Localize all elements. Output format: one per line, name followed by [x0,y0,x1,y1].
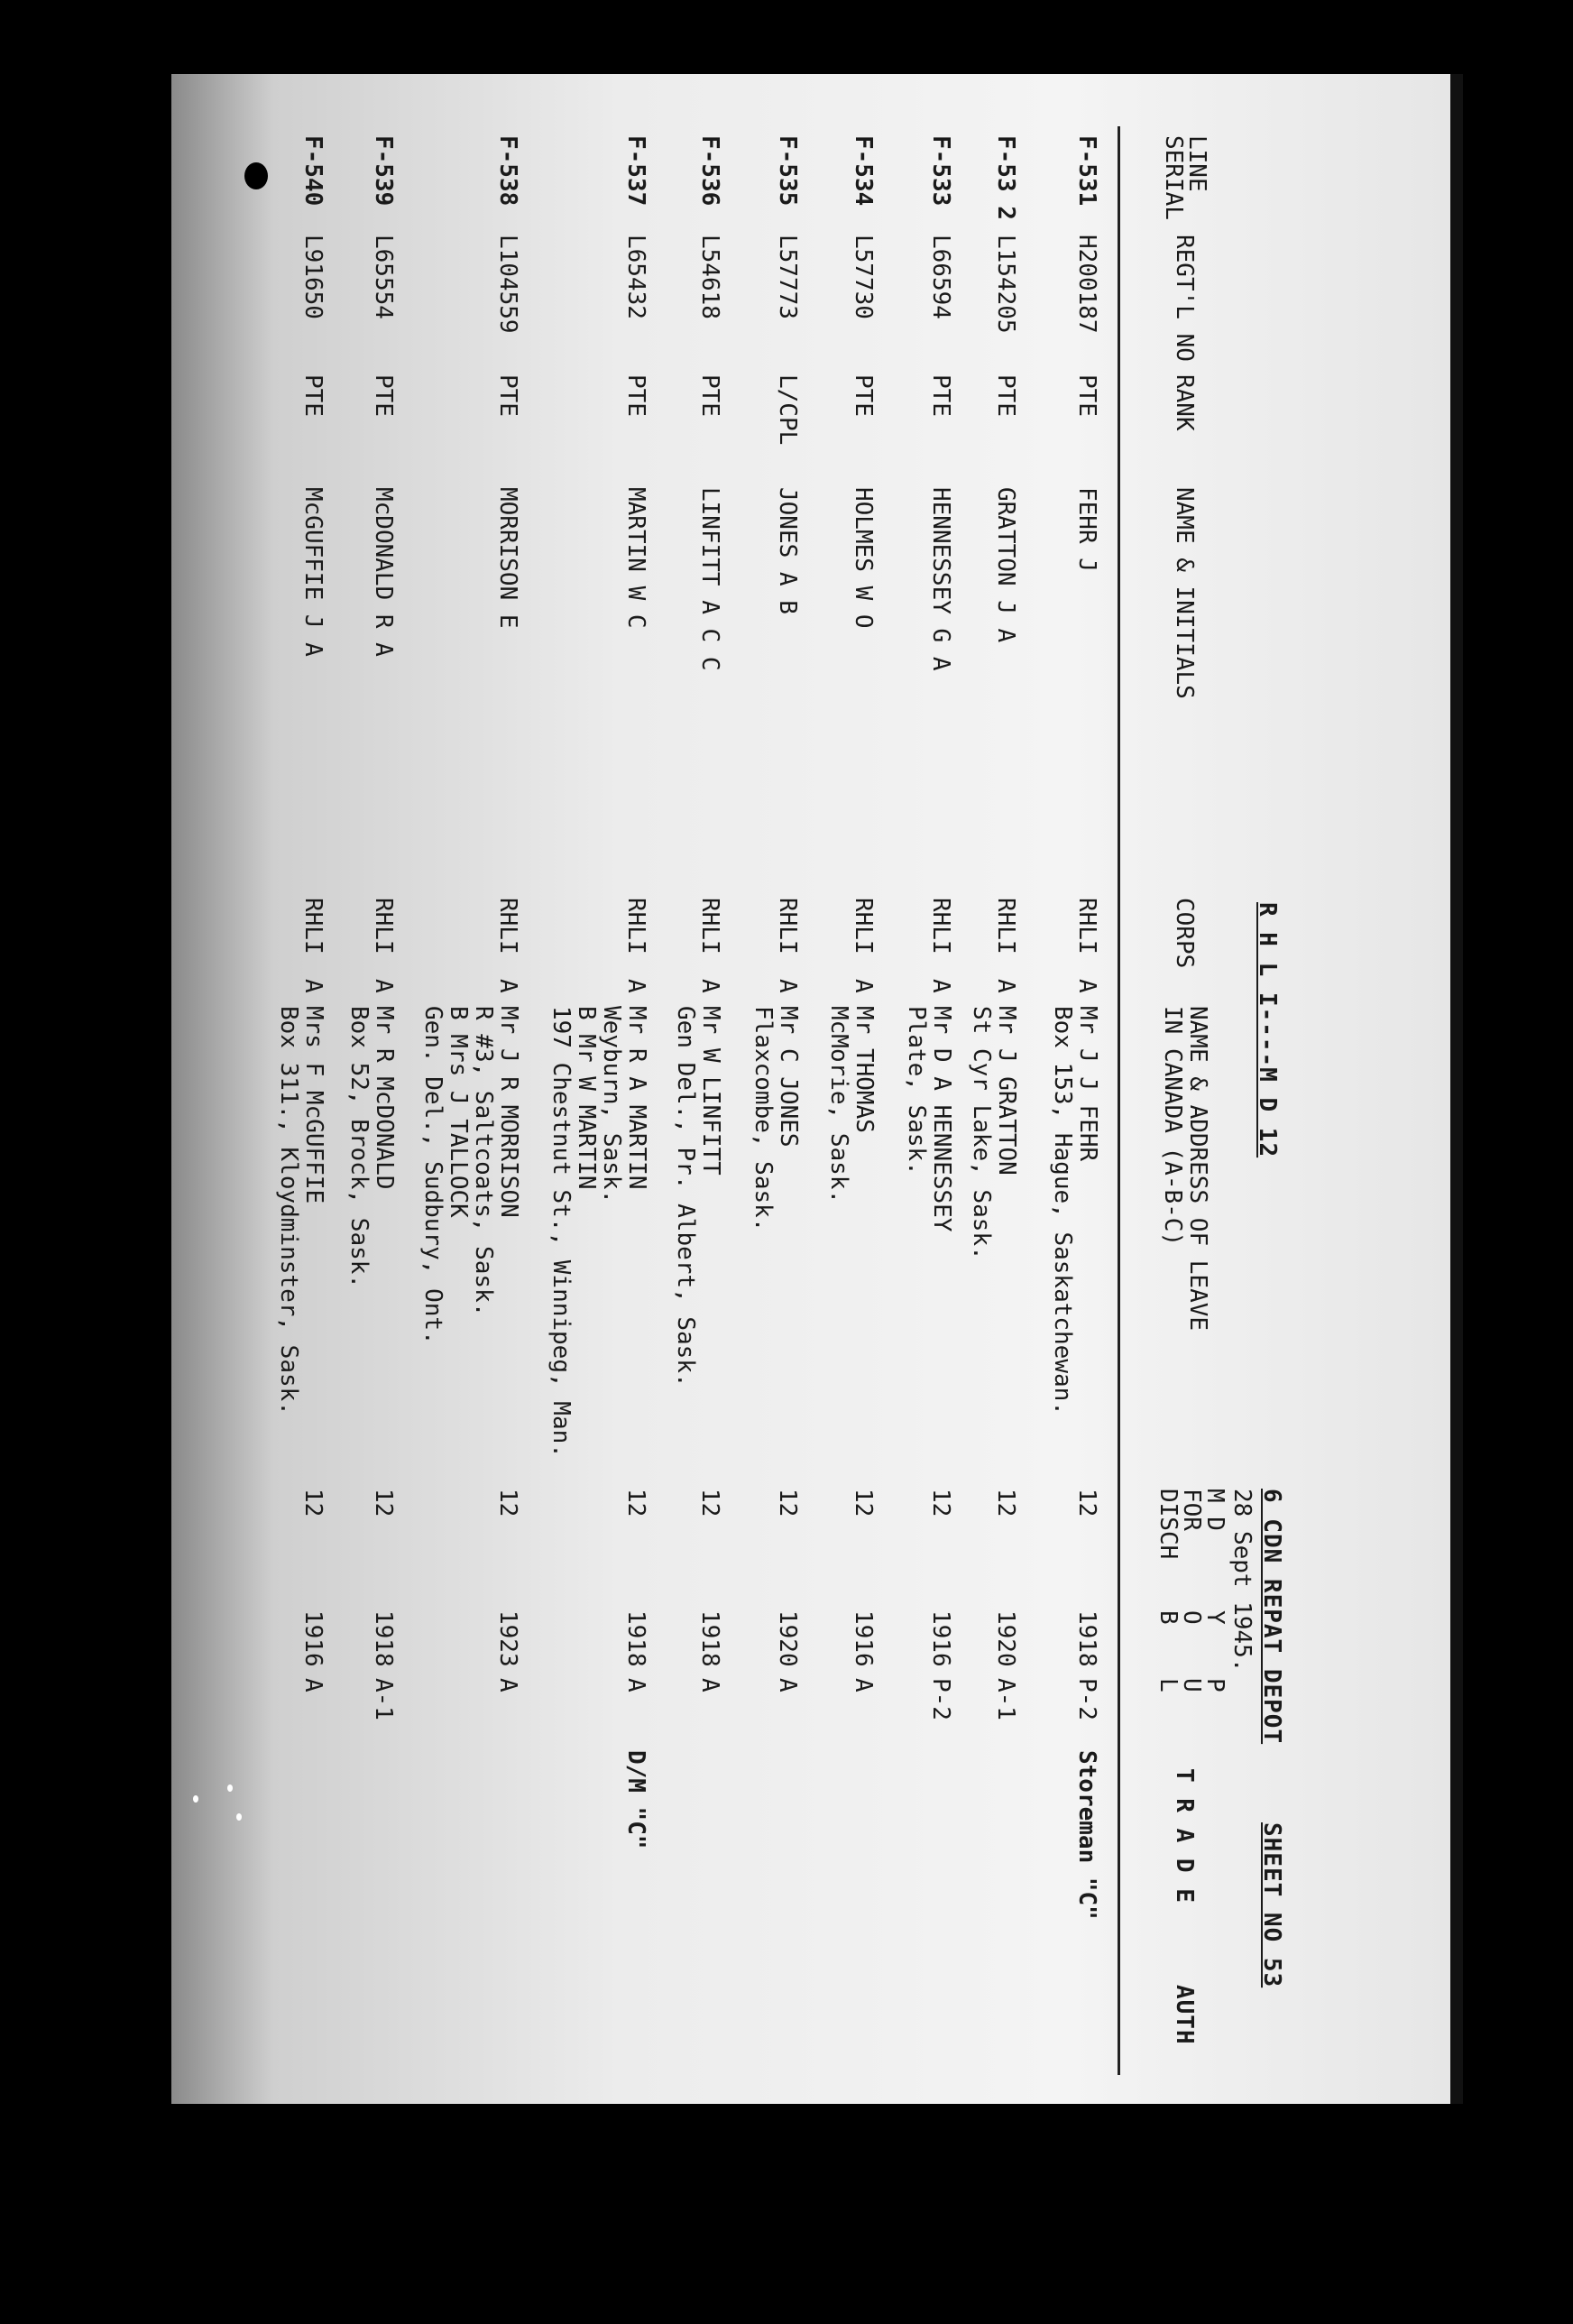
rank-cell: PTE [992,374,1019,417]
rank-cell: L/CPL [774,374,801,446]
name-initials-cell: McDONALD R A [370,487,397,657]
address-line: Mr J J FEHR [1074,1006,1101,1162]
address-line: Weyburn, Sask. [598,1006,625,1204]
name-initials-cell: HOLMES W O [850,487,877,629]
leave-address-cell [1050,1006,1100,1475]
address-line: Mr C JONES [775,1006,802,1148]
leave-category-cell: A [992,979,1019,993]
address-line: Flaxcombe, Sask. [750,1006,777,1232]
leave-address-cell [904,1006,954,1475]
name-initials-cell: McGUFFIE J A [299,487,327,657]
pulhems-cell: A [494,1678,521,1692]
col-line-label: LINE [1183,135,1210,192]
address-line: Plate, Sask. [903,1006,930,1176]
leave-address-cell [346,1006,397,1475]
col-md-line1: M D [1201,1489,1228,1531]
address-line: Box 153, Hague, Saskatchewan. [1049,1006,1076,1416]
md-number-cell: 12 [696,1489,723,1517]
leave-category-cell: A [299,979,327,993]
name-initials-cell: FEHR J [1073,487,1100,572]
line-serial-cell: F-538 [494,135,521,207]
address-line: Gen Del., Pr. Albert, Sask. [672,1006,699,1388]
sheet-number: SHEET NO 53 [1258,1822,1285,1988]
rank-cell: PTE [494,374,521,417]
line-serial-cell: F-531 [1073,135,1100,207]
col-auth: AUTH [1171,1985,1198,2045]
leave-category-cell: A [774,979,801,993]
col-trade: T R A D E [1171,1768,1198,1904]
md-number-cell: 12 [992,1489,1019,1517]
depot-heading: 6 CDN REPAT DEPOT [1258,1489,1285,1745]
leave-category-cell: A [927,979,954,993]
year-of-birth-cell: 1920 [774,1610,801,1667]
col-address-line2: IN CANADA (A-B-C) [1159,1006,1186,1247]
col-corps: CORPS [1171,898,1198,969]
corps-cell: RHLI [1073,898,1100,954]
col-regtl-no: REGT'L NO [1171,235,1198,362]
md-number-cell: 12 [850,1489,877,1517]
trade-cell: D/M "C" [622,1750,649,1849]
rank-cell: PTE [370,374,397,417]
unit-heading: R H L I----M D 12 [1254,902,1281,1158]
year-of-birth-cell: 1916 [927,1610,954,1667]
line-serial-cell: F-534 [850,135,877,207]
pulhems-cell: A-1 [992,1678,1019,1720]
pulhems-cell: P-2 [1073,1678,1100,1720]
col-yob [1156,1610,1227,1625]
col-pul-line3: L [1154,1678,1182,1692]
regimental-number-cell: L66594 [927,235,954,319]
year-of-birth-cell: 1916 [299,1610,327,1667]
address-line: Mr J GRATTON [993,1006,1020,1176]
corps-cell: RHLI [992,898,1019,954]
regimental-number-cell: H200187 [1073,235,1100,334]
address-line: St Cyr Lake, Sask. [968,1006,995,1260]
pulhems-cell: A [696,1678,723,1692]
corps-cell: RHLI [299,898,327,954]
address-line: B Mr W MARTIN [573,1006,600,1190]
table-row [218,126,327,2075]
rank-cell: PTE [299,374,327,417]
address-line: R #3, Saltcoats, Sask. [470,1006,497,1317]
col-yob-line1: Y [1201,1610,1228,1625]
col-line-serial [1162,135,1209,220]
col-serial-label: SERIAL [1160,135,1187,220]
leave-category-cell: A [1073,979,1100,993]
corps-cell: RHLI [696,898,723,954]
year-of-birth-cell: 1916 [850,1610,877,1667]
line-serial-cell: F-53 2 [992,135,1019,220]
leave-address-cell [673,1006,723,1475]
pulhems-cell: A [622,1678,649,1692]
film-speck [227,1784,233,1792]
leave-category-cell: A [370,979,397,993]
regimental-number-cell: L91650 [299,235,327,319]
col-pul [1156,1678,1227,1692]
address-line: Mr R A MARTIN [623,1006,650,1190]
leave-address-cell [276,1006,327,1475]
name-initials-cell: MARTIN W C [622,487,649,629]
col-yob-line3: B [1154,1610,1182,1625]
roll-date: 28 Sept 1945. [1228,1489,1256,1673]
leave-category-cell: A [622,979,649,993]
address-line: Gen. Del., Sudbury, Ont. [419,1006,446,1345]
table-row [413,126,521,2075]
md-number-cell: 12 [494,1489,521,1517]
address-line: 197 Chestnut St., Winnipeg, Man. [547,1006,575,1458]
address-line: Mr R McDONALD [371,1006,398,1190]
year-of-birth-cell: 1918 [1073,1610,1100,1667]
pulhems-cell: A-1 [370,1678,397,1720]
address-line: Mr J R MORRISON [495,1006,522,1218]
year-of-birth-cell: 1920 [992,1610,1019,1667]
film-speck [236,1813,242,1821]
corps-cell: RHLI [850,898,877,954]
col-md [1156,1489,1227,1559]
corps-cell: RHLI [494,898,521,954]
regimental-number-cell: L65554 [370,235,397,319]
name-initials-cell: GRATTON J A [992,487,1019,643]
name-initials-cell: LINFITT A C C [696,487,723,671]
address-line: B Mrs J TALLOCK [445,1006,472,1218]
corps-cell: RHLI [370,898,397,954]
rotated-nominal-roll [162,126,1285,2075]
corps-cell: RHLI [622,898,649,954]
col-rank: RANK [1171,374,1198,431]
col-name: NAME & INITIALS [1171,487,1198,699]
md-number-cell: 12 [299,1489,327,1517]
rank-cell: PTE [927,374,954,417]
address-line: Box 311., Kloydminster, Sask. [275,1006,302,1416]
name-initials-cell: HENNESSEY G A [927,487,954,671]
col-md-line2: FOR [1178,1489,1205,1531]
rank-cell: PTE [850,374,877,417]
address-line: Mr D A HENNESSEY [928,1006,955,1232]
col-pul-line1: P [1201,1678,1228,1692]
regimental-number-cell: L57773 [774,235,801,319]
col-md-line3: DISCH [1154,1489,1182,1560]
trade-cell: Storeman "C" [1073,1750,1100,1920]
address-line: Mr THOMAS [851,1006,878,1133]
name-initials-cell: JONES A B [774,487,801,614]
address-line: Mr W LINFITT [697,1006,724,1176]
year-of-birth-cell: 1923 [494,1610,521,1667]
pulhems-cell: A [299,1678,327,1692]
md-number-cell: 12 [370,1489,397,1517]
table-row [541,126,649,2075]
regimental-number-cell: L154205 [992,235,1019,334]
line-serial-cell: F-537 [622,135,649,207]
line-serial-cell: F-539 [370,135,397,207]
pulhems-cell: A [850,1678,877,1692]
leave-category-cell: A [696,979,723,993]
line-serial-cell: F-533 [927,135,954,207]
rank-cell: PTE [1073,374,1100,417]
md-number-cell: 12 [1073,1489,1100,1517]
md-number-cell: 12 [622,1489,649,1517]
regimental-number-cell: L54618 [696,235,723,319]
rank-cell: PTE [622,374,649,417]
year-of-birth-cell: 1918 [622,1610,649,1667]
col-yob-line2: O [1178,1610,1205,1625]
regimental-number-cell: L65432 [622,235,649,319]
film-speck [193,1795,198,1803]
year-of-birth-cell: 1918 [696,1610,723,1667]
rank-cell: PTE [696,374,723,417]
header-rule [1118,126,1120,2075]
leave-address-cell [750,1006,801,1475]
col-address-line1: NAME & ADDRESS OF LEAVE [1184,1006,1211,1332]
col-pul-line2: U [1178,1678,1205,1692]
line-serial-cell: F-540 [299,135,327,207]
leave-address-cell [826,1006,877,1475]
line-serial-cell: F-536 [696,135,723,207]
leave-category-cell: A [850,979,877,993]
col-address [1160,1006,1210,1331]
leave-address-cell [420,1006,521,1475]
regimental-number-cell: L104559 [494,235,521,334]
pulhems-cell: A [774,1678,801,1692]
name-initials-cell: MORRISON E [494,487,521,629]
leave-address-cell [969,1006,1019,1475]
corps-cell: RHLI [927,898,954,954]
md-number-cell: 12 [927,1489,954,1517]
md-number-cell: 12 [774,1489,801,1517]
address-line: Mrs F McGUFFIE [300,1006,327,1204]
regimental-number-cell: L57730 [850,235,877,319]
year-of-birth-cell: 1918 [370,1610,397,1667]
address-line: McMorie, Sask. [825,1006,852,1204]
corps-cell: RHLI [774,898,801,954]
address-line: Box 52, Brock, Sask. [345,1006,373,1289]
line-serial-cell: F-535 [774,135,801,207]
leave-category-cell: A [494,979,521,993]
leave-address-cell [548,1006,649,1475]
pulhems-cell: P-2 [927,1678,954,1720]
